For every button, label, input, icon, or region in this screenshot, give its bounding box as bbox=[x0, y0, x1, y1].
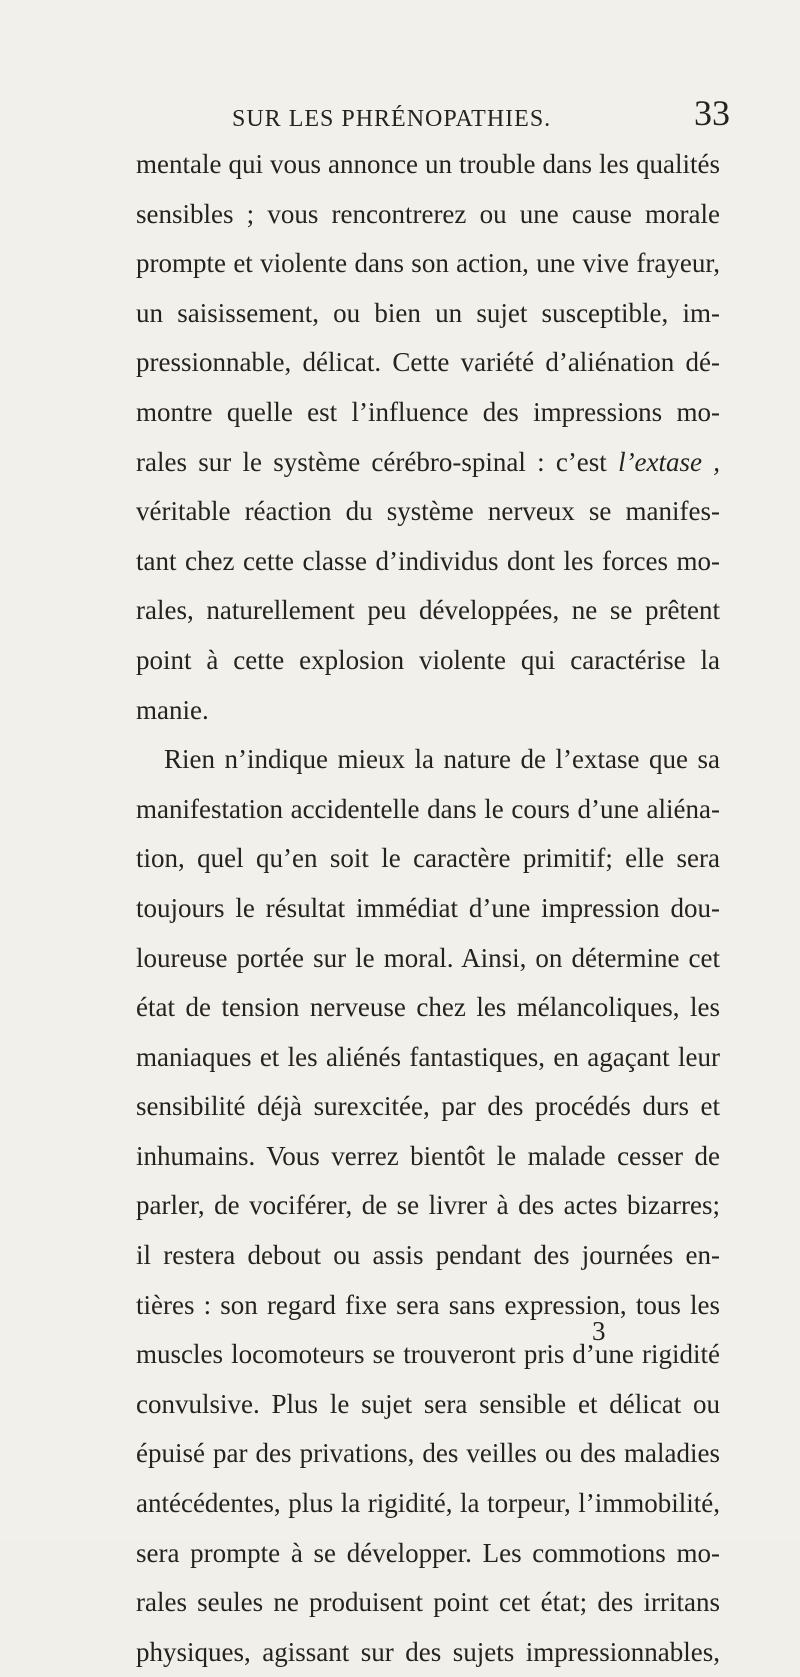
text-line: véritable réaction du système nerveux se manifes- bbox=[136, 496, 720, 527]
text-line: muscles locomoteurs se trouveront pris d’une rigidité bbox=[136, 1339, 720, 1370]
text-line: pressionnable, délicat. Cette variété d’aliénation dé- bbox=[136, 347, 720, 378]
text-line: parler, de vociférer, de se livrer à des actes bizarres; bbox=[136, 1190, 720, 1221]
text-line: convulsive. Plus le sujet sera sensible et délicat ou bbox=[136, 1388, 720, 1419]
text-line: maniaques et les aliénés fantastiques, en agaçant leur bbox=[136, 1041, 720, 1072]
text-line: prompte et violente dans son action, une vive frayeur, bbox=[136, 248, 720, 279]
text-line: loureuse portée sur le moral. Ainsi, on détermine cet bbox=[136, 942, 720, 973]
signature-mark: 3 bbox=[592, 1316, 606, 1346]
text-line: tant chez cette classe d’individus dont les forces mo- bbox=[136, 545, 720, 576]
text-line-paragraph-start: Rien n’indique mieux la nature de l’extase que sa bbox=[164, 744, 720, 775]
emphasized-term: l’extase , bbox=[618, 446, 721, 477]
body-text bbox=[136, 140, 720, 1677]
text-line: rales seules ne produisent point cet état; des irritans bbox=[136, 1587, 720, 1618]
text-line: épuisé par des privations, des veilles ou des maladies bbox=[136, 1438, 720, 1469]
text-line: point à cette explosion violente qui caractérise la bbox=[136, 644, 720, 675]
text-line-paragraph-end: manie. bbox=[136, 694, 209, 725]
text-line: sensibles ; vous rencontrerez ou une cause morale bbox=[136, 198, 720, 229]
text-line: état de tension nerveuse chez les mélancoliques, les bbox=[136, 992, 720, 1023]
text-line: il restera debout ou assis pendant des journées en- bbox=[136, 1240, 720, 1271]
text-line-with-emphasis bbox=[136, 438, 720, 488]
text-line: tion, quel qu’en soit le caractère primitif; elle sera bbox=[136, 843, 720, 874]
text-line: manifestation accidentelle dans le cours d’une aliéna- bbox=[136, 793, 720, 824]
text-line: sera prompte à se développer. Les commotions mo- bbox=[136, 1537, 720, 1568]
text-line: antécédentes, plus la rigidité, la torpeur, l’immobilité, bbox=[136, 1488, 720, 1519]
text-line: montre quelle est l’influence des impressions mo- bbox=[136, 396, 720, 427]
text-segment: rales sur le système cérébro-spinal : c’est bbox=[136, 446, 607, 477]
text-line: toujours le résultat immédiat d’une impression dou- bbox=[136, 892, 720, 923]
text-line: sensibilité déjà surexcitée, par des procédés durs et bbox=[136, 1091, 720, 1122]
text-line: tières : son regard fixe sera sans expression, tous les bbox=[136, 1289, 720, 1320]
text-line: un saisissement, ou bien un sujet susceptible, im- bbox=[136, 297, 720, 328]
text-line: rales, naturellement peu développées, ne se prêtent bbox=[136, 595, 720, 626]
page-header bbox=[150, 92, 730, 140]
text-line: physiques, agissant sur des sujets impressionnables, bbox=[136, 1636, 720, 1667]
text-line: inhumains. Vous verrez bientôt le malade cesser de bbox=[136, 1140, 720, 1171]
running-title: SUR LES PHRÉNOPATHIES. bbox=[232, 106, 552, 132]
page-number: 33 bbox=[694, 93, 730, 133]
text-line: mentale qui vous annonce un trouble dans les qualités bbox=[136, 149, 720, 179]
